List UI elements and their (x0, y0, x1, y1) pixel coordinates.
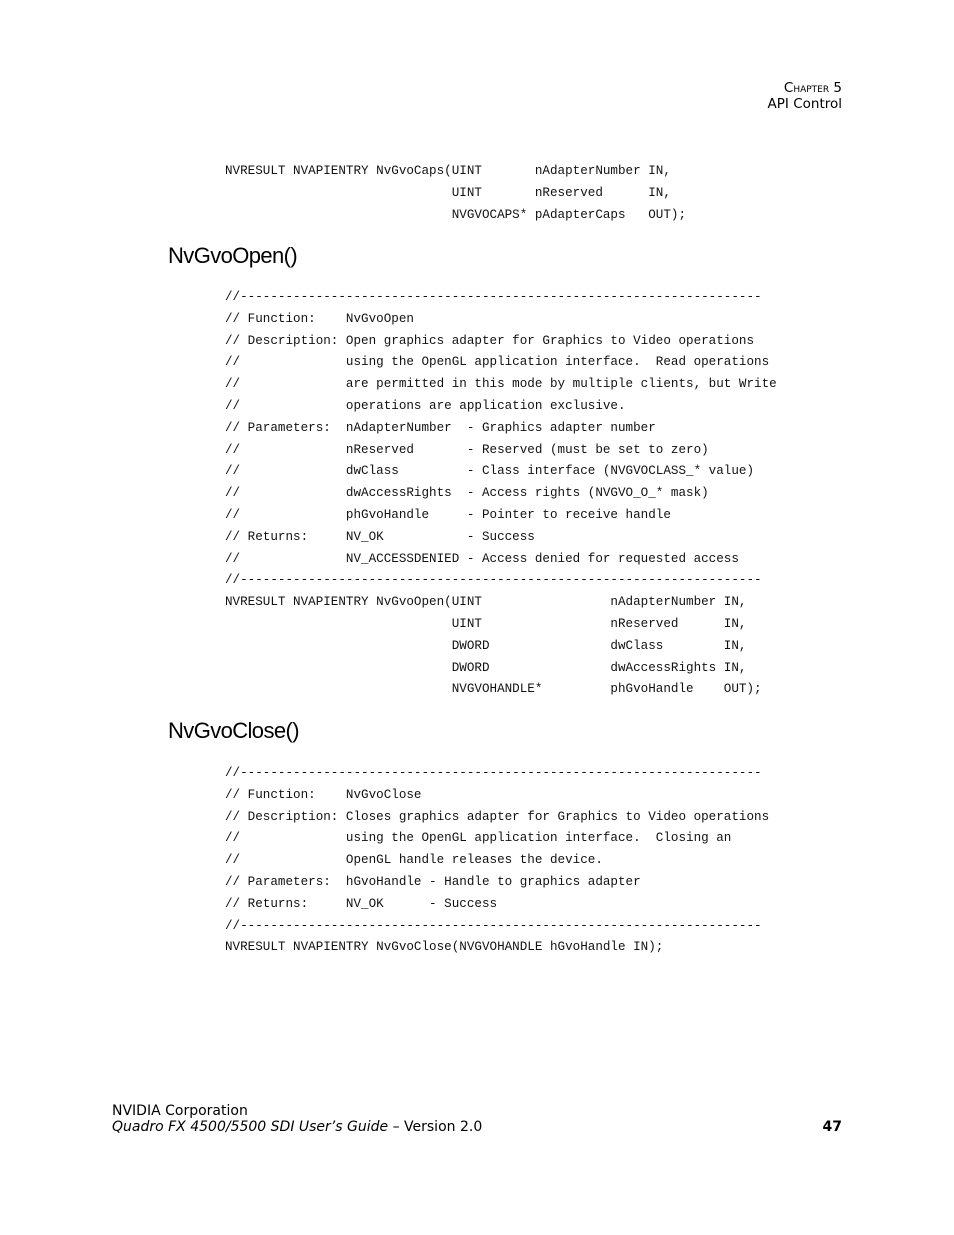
chapter-line (768, 80, 842, 96)
footer-company: NVIDIA Corporation (112, 1103, 248, 1119)
nvgvoclose-code: //--------------------------------------------------------------------- // Function: NvGvoClose // Description: Closes graphics adapter for Graphics to Video operations // using the OpenGL application interface. Closing an // OpenGL handle releases the device. // Parameters: hGvoHandle - Handle to graphics adapter // Returns: NV_OK - Success //--------------------------------------------------------------------- NVRESULT NVAPIENTRY NvGvoClose(NVGVOHANDLE hGvoHandle IN); (225, 766, 770, 955)
section-title: API Control (767, 96, 842, 112)
nvgvoopen-heading: NvGvoOpen() (168, 243, 298, 268)
nvgvoopen-code: //--------------------------------------------------------------------- // Function: NvGvoOpen // Description: Open graphics adapter for Graphics to Video operations // using the OpenGL application interface. Read operations // are permitted in this mode by multiple clients, but Write // operations are application exclusive. // Parameters: nAdapterNumber - Graphics adapter number // nReserved - Reserved (must be set to zero) // dwClass - Class interface (NVGVOCLASS_* value) // dwAccessRights - Access rights (NVGVO_O_* mask) // phGvoHandle - Pointer to receive handle // Returns: NV_OK - Success // NV_ACCESSDENIED - Access denied for requested access //--------------------------------------------------------------------- NVRESULT NVAPIENTRY NvGvoOpen(UINT nAdapterNumber IN, UINT nReserved IN, DWORD dwClass IN, DWORD dwAccessRights IN, NVGVOHANDLE* phGvoHandle OUT); (225, 290, 777, 697)
footer-publication: Quadro FX 4500/5500 SDI User’s Guide (112, 1119, 389, 1135)
running-header (768, 80, 842, 112)
nvgvocaps-signature-code: NVRESULT NVAPIENTRY NvGvoCaps(UINT nAdapterNumber IN, UINT nReserved IN, NVGVOCAPS* pAdapterCaps OUT); (225, 164, 687, 222)
chapter-label: Chapter (783, 80, 830, 96)
footer-version: – Version 2.0 (388, 1119, 483, 1135)
nvgvoclose-heading: NvGvoClose() (168, 718, 299, 743)
footer-publication-line (112, 1119, 842, 1135)
page-footer (112, 1103, 842, 1135)
page-number: 47 (822, 1119, 842, 1135)
chapter-number: 5 (833, 80, 842, 96)
